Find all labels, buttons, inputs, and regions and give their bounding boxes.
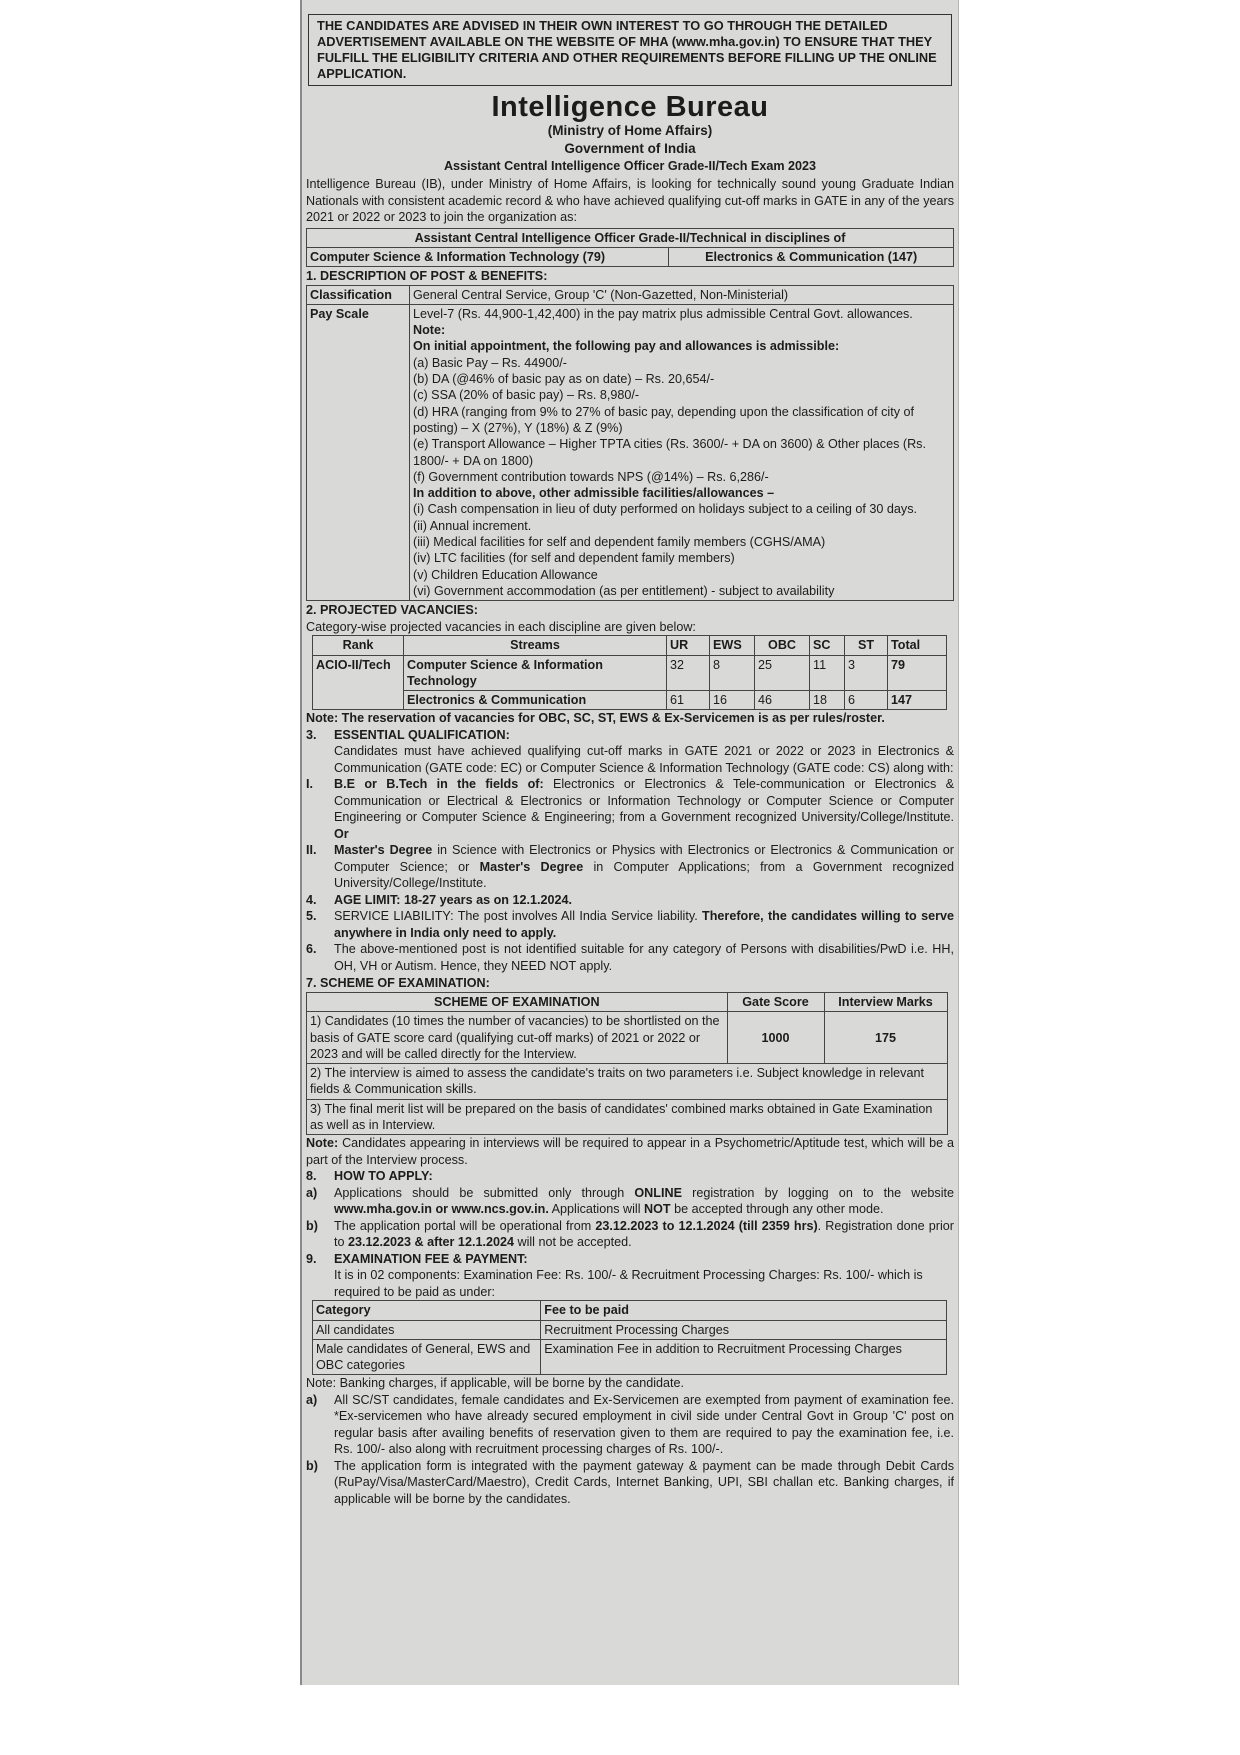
apply-text: registration by logging on to the website (681, 1185, 954, 1200)
government-subtitle: Government of India (564, 141, 696, 156)
vacancy-ews: 16 (710, 691, 755, 710)
apply-text: be accepted through any other mode. (670, 1202, 884, 1217)
vacancy-row (313, 691, 947, 710)
ministry-subtitle: (Ministry of Home Affairs) (547, 123, 713, 138)
pay-item-a: (a) Basic Pay – Rs. 44900/- (413, 355, 567, 370)
pay-item-e: (e) Transport Allowance – Higher TPTA cities (Rs. 3600/- + DA on 3600) & Other places (Rs. 1800/- + DA on 1800) (413, 437, 926, 468)
fee-item-b-number: b) (306, 1458, 318, 1473)
fee-amount: Recruitment Processing Charges (541, 1320, 947, 1339)
section-5 (306, 908, 954, 941)
discipline-cs: Computer Science & Information Technology (79) (307, 247, 669, 266)
registration-dates: 23.12.2023 & after 12.1.2024 (348, 1235, 514, 1250)
pay-item-c: (c) SSA (20% of basic pay) – Rs. 8,980/- (413, 388, 640, 403)
vacancy-header-obc: OBC (755, 636, 810, 655)
apply-item-b (306, 1218, 954, 1251)
qualification-item-1 (306, 776, 954, 842)
qualification-or: Or (334, 826, 349, 841)
vacancy-total: 147 (888, 691, 947, 710)
classification-value: General Central Service, Group 'C' (Non-Gazetted, Non-Ministerial) (410, 285, 954, 304)
disciplines-heading: Assistant Central Intelligence Officer Grade-II/Technical in disciplines of (307, 228, 954, 247)
section-3-title: ESSENTIAL QUALIFICATION: (334, 727, 510, 742)
pay-note: Note: (413, 323, 446, 338)
fee-item-a (306, 1392, 954, 1458)
vacancy-header-st: ST (845, 636, 888, 655)
apply-item-a (306, 1185, 954, 1218)
vacancy-header-rank: Rank (313, 636, 404, 655)
reservation-note: Note: The reservation of vacancies for OBC, SC, ST, EWS & Ex-Servicemen is as per rules/roster. (306, 711, 885, 726)
qualification-text: Candidates must have achieved qualifying cut-off marks in GATE 2021 or 2022 or 2023 in Electronics & Communication (GATE code: EC) or Computer Science & Information Technology (GATE code: CS) along with: (334, 744, 954, 775)
apply-text: The application portal will be operational from (334, 1218, 596, 1233)
section-4 (306, 892, 954, 909)
scheme-header-interview: Interview Marks (824, 992, 947, 1011)
scheme-header-gate: Gate Score (727, 992, 824, 1011)
apply-online-bold: ONLINE (634, 1185, 682, 1200)
vacancy-header-total: Total (888, 636, 947, 655)
qualification-item-2-bold2: Master's Degree (479, 859, 584, 874)
fee-amount: Examination Fee in addition to Recruitment Processing Charges (541, 1339, 947, 1375)
vacancy-obc: 46 (755, 691, 810, 710)
section-8-title: HOW TO APPLY: (334, 1169, 433, 1184)
age-limit: AGE LIMIT: 18-27 years as on 12.1.2024. (334, 892, 573, 907)
vacancy-ur: 32 (667, 655, 710, 691)
vacancy-obc: 25 (755, 655, 810, 691)
scheme-row-3: 3) The final merit list will be prepared on the basis of candidates' combined marks obtained in Gate Examination as well as in Interview. (307, 1099, 948, 1135)
fee-table (312, 1300, 947, 1375)
qualification-item-2-text2: in Computer Applications; from a Government recognized University/College/Institute. (334, 859, 955, 891)
scheme-row-1: 1) Candidates (10 times the number of vacancies) to be shortlisted on the basis of GATE score card (qualifying cut-off marks) of 2021 or 2022 or 2023 and will be called directly for the Interview. (307, 1012, 728, 1064)
pay-item-b: (b) DA (@46% of basic pay as on date) – Rs. 20,654/- (413, 372, 715, 387)
apply-text: will not be accepted. (513, 1235, 632, 1250)
payment-methods: The application form is integrated with the payment gateway & payment can be made through Debit Cards (RuPay/Visa/MasterCard/Maestro), Credit Cards, Internet Banking, UPI, SBI challan etc. Banking charges, if applicable will be borne by the candidates. (334, 1458, 954, 1506)
qualification-item-1-bold: B.E or B.Tech in the fields of: (334, 777, 544, 792)
page-title: Intelligence Bureau (491, 91, 769, 123)
qualification-item-1-number: I. (306, 777, 313, 792)
section-3 (306, 727, 954, 744)
vacancy-st: 6 (845, 691, 888, 710)
discipline-ec: Electronics & Communication (147) (669, 247, 954, 266)
qualification-item-2-number: II. (306, 843, 317, 858)
vacancy-stream: Electronics & Communication (404, 691, 667, 710)
vacancy-header-ur: UR (667, 636, 710, 655)
classification-label: Classification (307, 285, 410, 304)
vacancy-sc: 11 (810, 655, 845, 691)
disciplines-table (306, 228, 954, 268)
fee-item-a-number: a) (306, 1392, 318, 1407)
interview-note-label: Note: (306, 1136, 339, 1151)
qualification-item-2-bold: Master's Degree (334, 843, 433, 858)
apply-item-b-number: b) (306, 1218, 318, 1233)
gate-score: 1000 (727, 1012, 824, 1064)
vacancy-total: 79 (888, 655, 947, 691)
fee-exemption: All SC/ST candidates, female candidates and Ex-Servicemen are exempted from payment of examination fee. *Ex-servicemen who have already secured employment in civil side under Central Govt in Group 'C' post on regular basis after availing benefits of reservation given to them are required to pay the examination fee, i.e. Rs. 100/- also along with recruitment processing charges of Rs. 100/-. (334, 1392, 954, 1457)
apply-text: Applications should be submitted only through (334, 1185, 635, 1200)
interview-marks: 175 (824, 1012, 947, 1064)
newspaper-clipping (300, 0, 959, 1685)
fee-header-fee: Fee to be paid (541, 1301, 947, 1320)
vacancy-header-sc: SC (810, 636, 845, 655)
section-3-number: 3. (306, 727, 317, 742)
apply-text: Applications will (548, 1202, 645, 1217)
vacancy-rank: ACIO-II/Tech (313, 655, 404, 710)
pay-initial: On initial appointment, the following pay and allowances is admissible: (413, 339, 840, 354)
portal-dates: 23.12.2023 to 12.1.2024 (till 2359 hrs) (595, 1218, 818, 1233)
exam-scheme-table (306, 992, 948, 1135)
fee-category: Male candidates of General, EWS and OBC categories (313, 1339, 541, 1375)
apply-item-a-number: a) (306, 1185, 318, 1200)
facility-ii: (ii) Annual increment. (413, 518, 532, 533)
section-5-number: 5. (306, 909, 317, 924)
facility-vi: (vi) Government accommodation (as per entitlement) - subject to availability (413, 583, 835, 598)
intro-paragraph: Intelligence Bureau (IB), under Ministry of Home Affairs, is looking for technically sound young Graduate Indian Nationals with consistent academic record & who have achieved qualifying cut-off marks in GATE in any of the years 2021 or 2022 or 2023 to join the organization as: (306, 177, 954, 224)
vacancy-sc: 18 (810, 691, 845, 710)
fee-header-category: Category (313, 1301, 541, 1320)
qualification-item-1-text: Electronics or Electronics & Tele-communication or Electronics & Communication or Electrical & Electronics or Information Technology or Computer Science or Computer Engineering or Computer Science & Engineering; from a Government recognized University/College/Institute. (334, 777, 954, 825)
section-6 (306, 941, 954, 974)
advisory-notice: THE CANDIDATES ARE ADVISED IN THEIR OWN INTEREST TO GO THROUGH THE DETAILED ADVERTISEMENT AVAILABLE ON THE WEBSITE OF MHA (www.mha.gov.in) TO ENSURE THAT THEY FULFILL THE ELIGIBILITY CRITERIA AND OTHER REQUIREMENTS BEFORE FILLING UP THE ONLINE APPLICATION. (308, 14, 952, 86)
fee-row (313, 1339, 947, 1375)
vacancy-header-streams: Streams (404, 636, 667, 655)
qualification-item-2 (306, 842, 954, 892)
section-6-number: 6. (306, 942, 317, 957)
service-liability: SERVICE LIABILITY: The post involves All India Service liability. (334, 909, 703, 924)
pay-item-d: (d) HRA (ranging from 9% to 27% of basic pay, depending upon the classification of city of posting) – X (27%), Y (18%) & Z (9%) (413, 404, 914, 435)
qualification-item-2-text: in Science with Electronics or Physics with Electronics or Electronics & Communication or Computer Science; or (334, 843, 954, 874)
section-7-title: 7. SCHEME OF EXAMINATION: (306, 976, 490, 991)
vacancy-st: 3 (845, 655, 888, 691)
facility-i: (i) Cash compensation in lieu of duty performed on holidays subject to a ceiling of 30 days. (413, 502, 918, 517)
facility-v: (v) Children Education Allowance (413, 567, 598, 582)
banking-note: Note: Banking charges, if applicable, will be borne by the candidate. (306, 1376, 685, 1391)
exam-title: Assistant Central Intelligence Officer Grade-II/Tech Exam 2023 (443, 159, 817, 173)
apply-not-bold: NOT (644, 1202, 671, 1217)
payscale-label: Pay Scale (307, 304, 410, 600)
apply-text: . Registration done prior to (334, 1218, 954, 1250)
section-2-subtitle: Category-wise projected vacancies in each discipline are given below: (306, 619, 696, 634)
pay-item-f: (f) Government contribution towards NPS (@14%) – Rs. 6,286/- (413, 469, 769, 484)
fee-text: It is in 02 components: Examination Fee: Rs. 100/- & Recruitment Processing Charges: Rs. 100/- which is required to be paid as under: (334, 1268, 923, 1299)
scheme-row-2: 2) The interview is aimed to assess the candidate's traits on two parameters i.e. Subject knowledge in relevant fields & Communication skills. (307, 1064, 948, 1100)
section-8-number: 8. (306, 1169, 317, 1184)
vacancy-ur: 61 (667, 691, 710, 710)
apply-websites: www.mha.gov.in or www.ncs.gov.in. (334, 1202, 549, 1217)
payscale-details (410, 304, 954, 600)
vacancy-stream: Computer Science & Information Technology (404, 655, 667, 691)
post-description-table (306, 285, 954, 602)
fee-item-b (306, 1458, 954, 1508)
section-8 (306, 1168, 954, 1185)
vacancies-table (312, 635, 947, 710)
facilities-heading: In addition to above, other admissible facilities/allowances – (413, 486, 775, 501)
fee-row (313, 1320, 947, 1339)
section-9-title: EXAMINATION FEE & PAYMENT: (334, 1251, 528, 1266)
vacancy-header-ews: EWS (710, 636, 755, 655)
facility-iv: (iv) LTC facilities (for self and dependent family members) (413, 551, 735, 566)
service-liability-bold: Therefore, the candidates willing to serve anywhere in India only need to apply. (334, 909, 954, 940)
section-9-number: 9. (306, 1251, 317, 1266)
section-1-title: 1. DESCRIPTION OF POST & BENEFITS: (306, 269, 548, 284)
vacancy-ews: 8 (710, 655, 755, 691)
facility-iii: (iii) Medical facilities for self and dependent family members (CGHS/AMA) (413, 535, 826, 550)
interview-note (306, 1135, 954, 1168)
scheme-header-scheme: SCHEME OF EXAMINATION (307, 992, 728, 1011)
vacancy-row (313, 655, 947, 691)
interview-note-text: Candidates appearing in interviews will be required to appear in a Psychometric/Aptitude test, which will be a part of the Interview process. (306, 1136, 954, 1167)
pwd-note: The above-mentioned post is not identified suitable for any category of Persons with disabilities/PwD i.e. HH, OH, VH or Autism. Hence, they NEED NOT apply. (334, 942, 954, 973)
section-2-title: 2. PROJECTED VACANCIES: (306, 603, 478, 618)
section-9 (306, 1251, 954, 1268)
pay-level: Level-7 (Rs. 44,900-1,42,400) in the pay matrix plus admissible Central Govt. allowances. (413, 306, 913, 321)
fee-category: All candidates (313, 1320, 541, 1339)
section-4-number: 4. (306, 892, 317, 907)
